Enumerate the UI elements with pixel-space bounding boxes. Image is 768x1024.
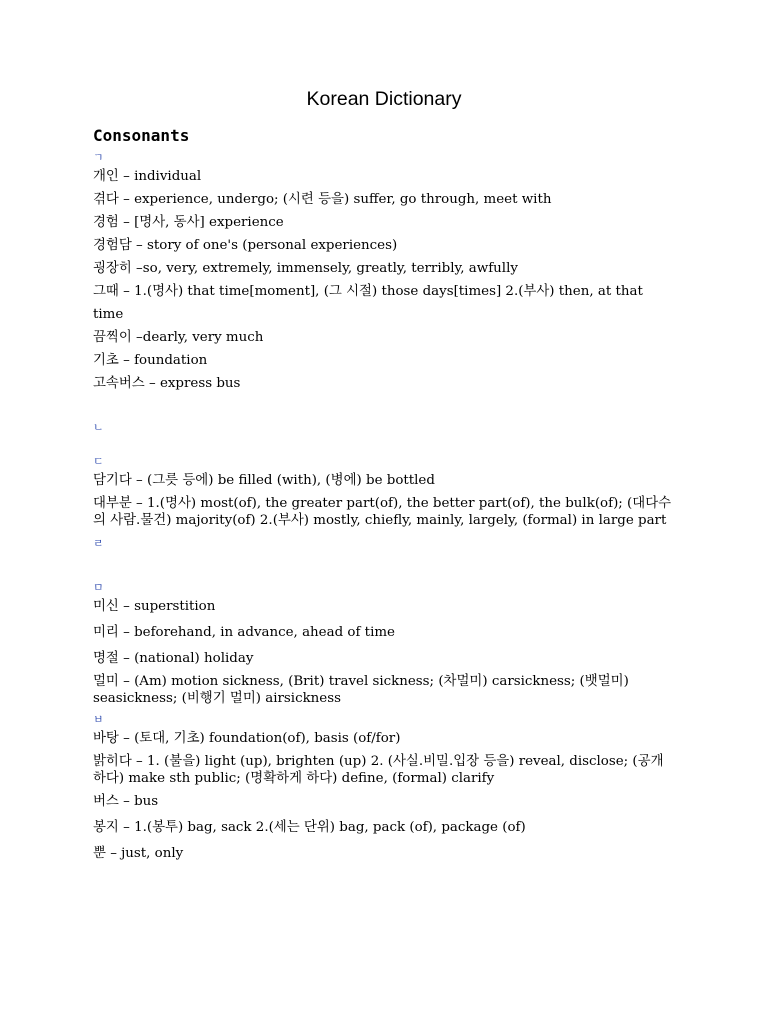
dictionary-entry: 그때 – 1.(명사) that time[moment], (그 시절) those days[times] 2.(부사) then, at that time xyxy=(93,284,643,322)
section-heading: Consonants xyxy=(93,126,190,145)
dictionary-entry: 굉장히 –so, very, extremely, immensely, greatly, terribly, awfully xyxy=(93,261,518,276)
dictionary-entry: 뿐 – just, only xyxy=(93,846,184,861)
letter-heading: ㄴ xyxy=(93,421,104,434)
dictionary-entry: 기초 – foundation xyxy=(93,353,208,368)
dictionary-entry: 경험 – [명사, 동사] experience xyxy=(93,215,284,230)
dictionary-entry: 경험담 – story of one's (personal experiences) xyxy=(93,238,398,253)
dictionary-entry: 명절 – (national) holiday xyxy=(93,651,254,666)
dictionary-entry: 멀미 – (Am) motion sickness, (Brit) travel sickness; (차멀미) carsickness; (뱃멀미) seasickness; (비행기 멀미) airsickness xyxy=(93,674,629,706)
document-title: Korean Dictionary xyxy=(306,88,462,110)
letter-heading: ㄱ xyxy=(93,151,104,164)
dictionary-entry: 겪다 – experience, undergo; (시련 등을) suffer, go through, meet with xyxy=(93,192,552,207)
dictionary-entry: 미리 – beforehand, in advance, ahead of time xyxy=(93,625,395,640)
letter-heading: ㅁ xyxy=(93,581,104,594)
letter-heading: ㄹ xyxy=(93,537,104,550)
dictionary-entry: 개인 – individual xyxy=(93,169,202,184)
dictionary-entry: 미신 – superstition xyxy=(93,599,216,614)
letter-heading: ㅂ xyxy=(93,713,104,726)
dictionary-entry: 고속버스 – express bus xyxy=(93,376,241,391)
dictionary-entry: 봉지 – 1.(봉투) bag, sack 2.(세는 단위) bag, pack (of), package (of) xyxy=(93,820,526,835)
dictionary-entry: 대부분 – 1.(명사) most(of), the greater part(of), the better part(of), the bulk(of); (대다수의 사람.물건) majority(of) 2.(부사) mostly, chiefly, mainly, largely, (formal) in large part xyxy=(93,496,672,528)
dictionary-entry: 버스 – bus xyxy=(93,794,159,809)
dictionary-entry: 밝히다 – 1. (불을) light (up), brighten (up) 2. (사실.비밀.입장 등을) reveal, disclose; (공개하다) make sth public; (명확하게 하다) define, (formal) clarify xyxy=(93,754,664,786)
letter-heading: ㄷ xyxy=(93,455,104,468)
dictionary-entry: 바탕 – (토대, 기초) foundation(of), basis (of/for) xyxy=(93,731,401,746)
dictionary-entry: 끔찍이 –dearly, very much xyxy=(93,330,264,345)
dictionary-content xyxy=(93,151,673,865)
dictionary-entry: 담기다 – (그릇 등에) be filled (with), (병에) be bottled xyxy=(93,473,435,488)
